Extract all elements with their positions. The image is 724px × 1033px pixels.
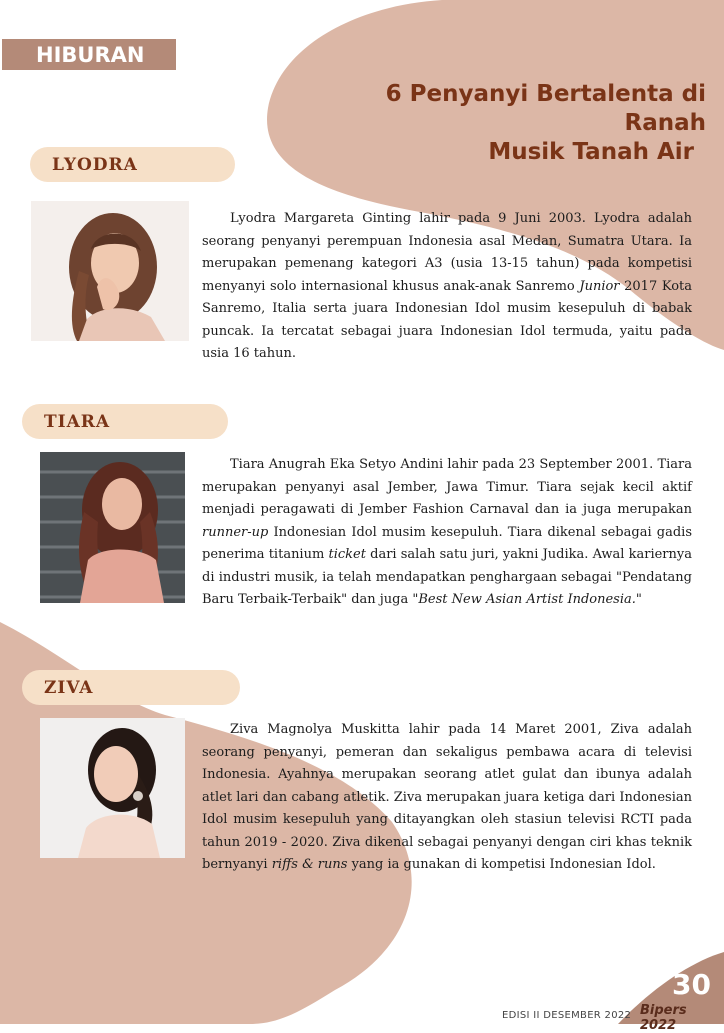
bio-text: " <box>635 592 642 607</box>
page-title <box>300 80 706 167</box>
singer-bio-ziva <box>202 719 692 877</box>
singer-name-ziva: ZIVA <box>22 670 240 705</box>
bio-text: Indonesian Idol musim kesepuluh. Tiara dikenal sebagai gadis penerima titanium <box>202 524 692 562</box>
title-line-2: Musik Tanah Air <box>488 139 694 165</box>
bio-text: yang ia gunakan di kompetisi Indonesian Idol. <box>347 857 656 872</box>
page-number: 30 <box>672 968 711 1001</box>
singer-photo-tiara <box>40 452 185 603</box>
italic-term: Junior <box>579 278 620 294</box>
brand-label: Bipers 2022 <box>640 1003 687 1033</box>
italic-term: Best New Asian Artist Indonesia. <box>418 592 636 607</box>
singer-bio-lyodra <box>202 208 692 366</box>
bio-text: Ziva Magnolya Muskitta lahir pada 14 Maret 2001, Ziva adalah seorang penyanyi, pemeran dan sekaligus pembawa acara di televisi Indonesia. Ayahnya merupakan seorang atlet gulat dan ibunya adalah atlet lari dan cabang atletik. Ziva merupakan juara ketiga dari Indonesian Idol musim kesepuluh yang ditayangkan oleh stasiun televisi RCTI pada tahun 2019 - 2020. Ziva dikenal sebagai penyanyi dengan ciri khas teknik bernyanyi <box>202 722 692 872</box>
edition-label: EDISI II DESEMBER 2022 <box>502 1010 632 1021</box>
italic-term: riffs & runs <box>271 857 348 872</box>
bio-text: Lyodra Margareta Ginting lahir pada 9 Juni 2003. Lyodra adalah seorang penyanyi perempuan Indonesia asal Medan, Sumatra Utara. Ia merupakan pemenang kategori A3 (usia 13-15 tahun) pada kompetisi menyanyi solo internasional khusus anak-anak Sanremo <box>202 211 692 294</box>
singer-photo-lyodra <box>31 201 189 341</box>
title-line-1: 6 Penyanyi Bertalenta di Ranah <box>385 81 706 136</box>
bio-text: dari salah satu juri, yakni Judika. Awal kariernya di industri musik, ia telah mendapatkan penghargaan sebagai "Pendatang Baru Terbaik-Terbaik" dan juga " <box>202 547 692 607</box>
singer-name-tiara: TIARA <box>22 404 228 439</box>
singer-photo-ziva <box>40 718 185 858</box>
italic-term: ticket <box>328 547 366 562</box>
bio-text: 2017 Kota Sanremo, Italia serta juara Indonesian Idol musim kesepuluh di babak puncak. Ia tercatat sebagai juara Indonesian Idol termuda, yaitu pada usia 16 tahun. <box>202 278 692 361</box>
singer-name-lyodra: LYODRA <box>30 147 235 182</box>
bio-text: Tiara Anugrah Eka Setyo Andini lahir pada 23 September 2001. Tiara merupakan penyanyi asal Jember, Jawa Timur. Tiara sejak kecil aktif menjadi peragawati di Jember Fashion Carnaval dan ia juga merupakan <box>202 457 692 517</box>
section-rubric: HIBURAN <box>2 39 176 70</box>
singer-bio-tiara <box>202 454 692 612</box>
italic-term: runner-up <box>202 524 269 540</box>
